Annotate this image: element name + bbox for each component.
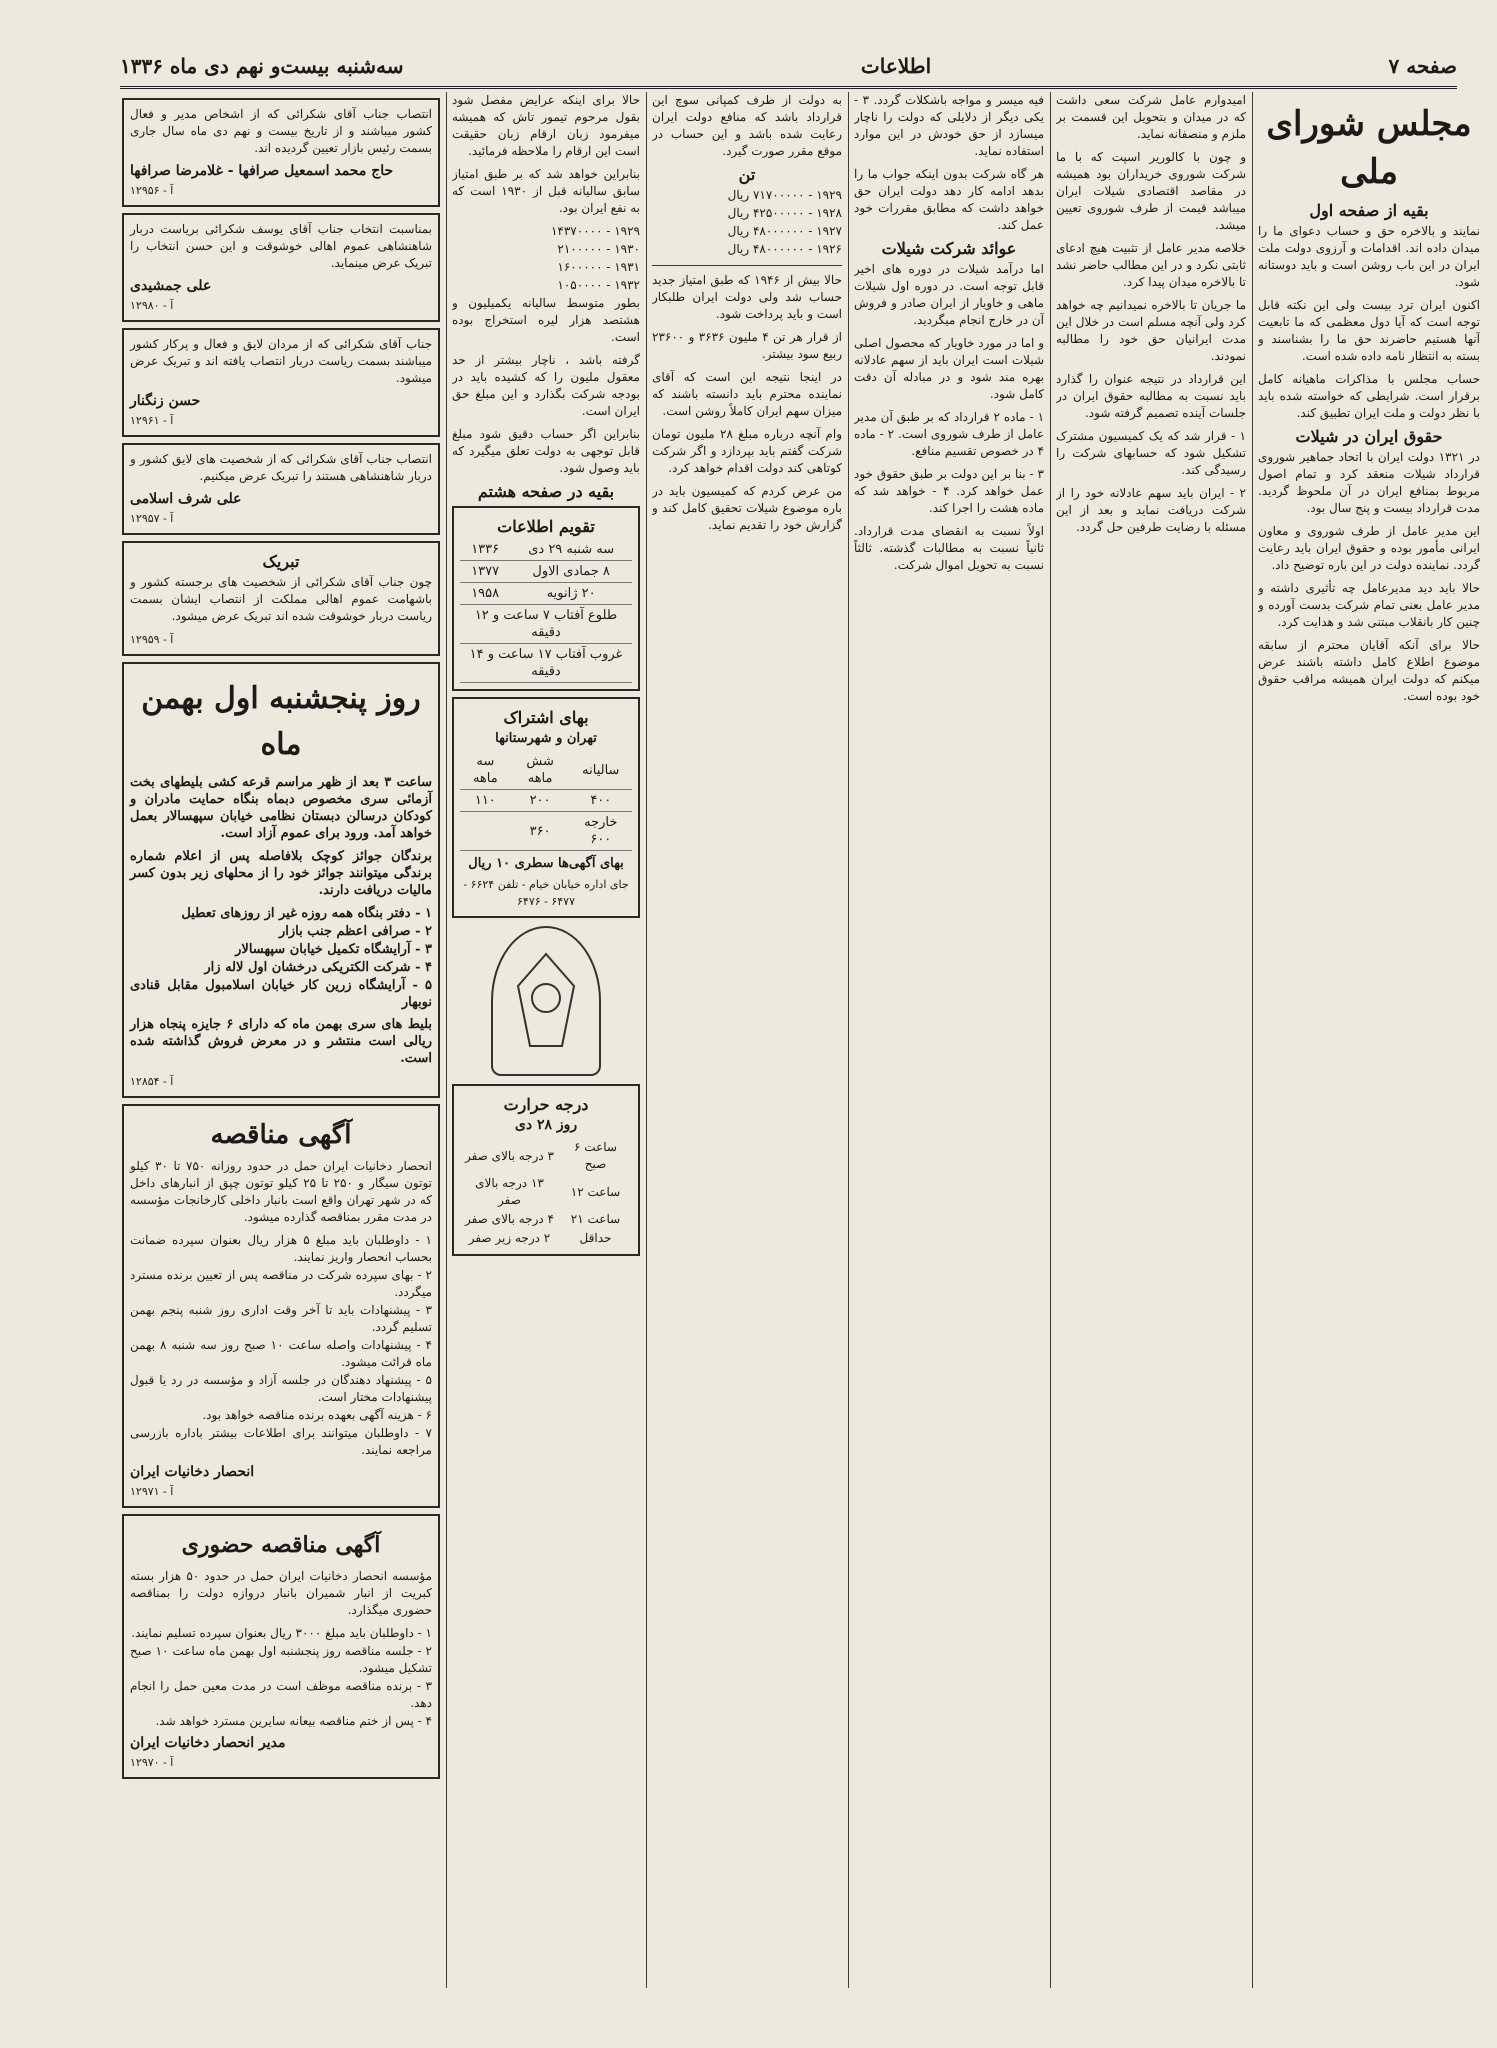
notice-ref: آ - ۱۲۹۷۱ xyxy=(130,1485,174,1498)
weather-cell: ساعت ۱۲ xyxy=(570,1184,621,1199)
paragraph: اما درآمد شیلات در دوره های اخیر قابل توجه است. در دوره اول شیلات ماهی و خاویار از ایران صادر و فروش آن در خارج انجام میگردید. xyxy=(854,262,1044,327)
figures-row: ۱۹۳۲ - ۱۰۵۰۰۰۰ xyxy=(557,278,640,292)
calendar-cell: سه شنبه ۲۹ دی xyxy=(510,539,632,561)
subscription-cell: خارجه ۶۰۰ xyxy=(570,812,632,851)
notice-box xyxy=(122,328,440,437)
notice-signature: علی شرف اسلامی xyxy=(130,491,242,507)
tender2-signature: مدیر انحصار دخانیات ایران xyxy=(130,1735,286,1751)
paragraph: ۲ - ایران باید سهم عادلانه خود را از شرکت دریافت نماید و بعد از این مسئله با رضایت طرفین حل گردد. xyxy=(1056,486,1246,534)
notice-text: جناب آقای شکرائی که از مردان لایق و فعال و پرکار کشور میباشند بسمت ریاست دربار انتصاب یافته اند و تبریک عرض میشود. xyxy=(130,337,432,385)
lottery-text: برندگان جوائز کوچک بلافاصله پس از اعلام شماره برندگی میتوانند جوائز خود را از محلهای زیر بدون کسر مالیات دریافت دارند. xyxy=(130,849,432,898)
weather-row xyxy=(460,1174,632,1210)
column-rule xyxy=(646,92,647,1988)
column-parliament xyxy=(1258,92,1480,1982)
paragraph: اکنون ایران ترد بیست ولی این نکته قابل توجه است که آیا دول معظمی که ما تابعیت آنها هستیم حاضرند حق ما را بشناسند و بسته به انتظار نامه داده شده است. xyxy=(1258,298,1480,363)
tender-item: ۷ - داوطلبان میتوانند برای اطلاعات بیشتر باداره بازرسی مراجعه نمایند. xyxy=(130,1426,432,1457)
column-rule xyxy=(848,92,849,1988)
paragraph: در ۱۳۲۱ دولت ایران با اتحاد جماهیر شوروی قرارداد شیلات منعقد کرد و تمام اصول مربوط بمنافع ایران در آن ملحوظ گردید. مدت قرارداد بیست و پنج سال بود. xyxy=(1258,450,1480,515)
subscription-cell: سه ماهه xyxy=(460,751,511,790)
column-2 xyxy=(1056,92,1246,1982)
figures-list xyxy=(452,223,640,295)
subscription-box xyxy=(452,697,640,918)
column-rule xyxy=(1050,92,1051,1988)
notice-ref: آ - ۱۲۹۵۷ xyxy=(130,512,174,525)
column-rule xyxy=(446,92,447,1988)
subscription-cell: ۱۱۰ xyxy=(460,790,511,812)
notice-box xyxy=(122,213,440,322)
lottery-item: ۳ - آرایشگاه تکمیل خیابان سپهسالار xyxy=(235,942,432,957)
divider xyxy=(652,265,842,266)
paragraph: اولاً نسبت به انقضای مدت قرارداد. ثانیاً نسبت به مطالبات گذشته. ثالثاً نسبت به تحویل اموال شرکت. xyxy=(854,524,1044,572)
calendar-cell: ۲۰ ژانویه xyxy=(510,583,632,605)
paragraph: ۱ - قرار شد که یک کمیسیون مشترک تشکیل شود که حسابهای شرکت را رسیدگی کند. xyxy=(1056,429,1246,477)
paragraph: در اینجا نتیجه این است که آقای نماینده محترم باید دانسته باشند که میزان سهم ایران کاملاً روشن است. xyxy=(652,370,842,418)
tender-list xyxy=(130,1232,432,1460)
calendar-row xyxy=(460,583,632,605)
paragraph: حالا باید دید مدیرعامل چه تأثیری داشته و مدیر عامل بعنی تمام شرکت بدست آورده و چنین کار بانقلاب مبتنی شد و هدایت کرد. xyxy=(1258,581,1480,629)
paragraph: حساب مجلس با مذاکرات ماهیانه کامل برقرار است. شرایطی که خواسته شده باید با نظر دولت و ملت ایران تطبیق کند. xyxy=(1258,372,1480,420)
header-rule xyxy=(120,86,1457,89)
subscription-cell: سالیانه xyxy=(570,751,632,790)
column-ads xyxy=(122,92,440,1982)
paragraph: هر گاه شرکت بدون اینکه جواب ما را بدهد ادامه کار دهد دولت ایران حق خواهد داشت که مطابق مقررات خود عمل کند. xyxy=(854,167,1044,232)
footnote: بقیه در صفحه هشتم xyxy=(477,482,615,501)
tender-title: آگهی مناقصه xyxy=(210,1120,352,1150)
lottery-item: ۲ - صرافی اعظم جنب بازار xyxy=(278,924,432,939)
paragraph: گرفته باشد ، ناچار بیشتر از حد معقول ملیون را که کشیده باید در بودجه شرکت بگذارد و این مبلغ حق ایران است. xyxy=(452,353,640,418)
paragraph: بنابراین خواهد شد که بر طبق امتیاز سابق سالیانه قبل از ۱۹۳۰ است که به نفع ایران بود. xyxy=(452,167,640,215)
notice-text: بمناسبت انتخاب جناب آقای یوسف شکرائی بریاست دربار شاهنشاهی عموم اهالی خوشوقت و این حسن انتخاب را تبریک عرض مینماید. xyxy=(130,222,432,270)
notice-ref: آ - ۱۲۹۵۶ xyxy=(130,184,174,197)
notice-ref: آ - ۱۲۹۸۰ xyxy=(130,299,174,312)
newspaper-name: اطلاعات xyxy=(860,54,932,78)
paragraph: من عرض کردم که کمیسیون باید در باره موضوع شیلات تحقیق کامل کند و گزارش خود را تقدیم نماید. xyxy=(652,484,842,532)
tender2-item: ۱ - داوطلبان باید مبلغ ۳۰۰۰ ریال بعنوان سپرده تسلیم نمایند. xyxy=(131,1626,432,1640)
subscription-cell: ۳۶۰ xyxy=(511,812,570,851)
calendar-cell: غروب آفتاب ۱۷ ساعت و ۱۴ دقیقه xyxy=(460,644,632,683)
figures-row: ۱۹۲۷ - ۴۸۰۰۰۰۰۰ ریال xyxy=(727,224,842,238)
lottery-footer: بلیط های سری بهمن ماه که دارای ۶ جایزه پنجاه هزار ریالی است منتشر و در معرض فروش گذاشته شده است. xyxy=(130,1017,432,1066)
tender2-item: ۴ - پس از ختم مناقصه بیعانه سایرین مسترد خواهد شد. xyxy=(155,1714,432,1728)
notice-signature: حاج محمد اسمعیل صرافها - غلامرضا صرافها xyxy=(130,163,394,179)
paragraph: و اما در مورد خاویار که محصول اصلی شیلات است ایران باید از سهم عادلانه بهره مند شود و در مبادله آن دقت کامل شود. xyxy=(854,336,1044,401)
notice-text: چون جناب آقای شکرائی از شخصیت های برجسته کشور و باشهامت عموم اهالی مملکت از انتصاب ایشان بسمت ریاست دربار خوشوقت شده اند تبریک عرض میشود. xyxy=(130,575,432,623)
notice-title: تبریک xyxy=(262,552,300,571)
calendar-row xyxy=(460,644,632,683)
paragraph: و چون با کالوریر اسپت که با ما شرکت شوروی خریداران بود همیشه در مقاصد اقتصادی شیلات ایران میباشد قیمت از طرف شوروی تعیین میشد. xyxy=(1056,150,1246,232)
column-4 xyxy=(652,92,842,1982)
figures-row: ۱۹۳۰ - ۲۱۰۰۰۰۰ xyxy=(557,242,640,256)
calendar-table xyxy=(460,539,632,683)
subscription-row xyxy=(460,790,632,812)
ads-price: بهای آگهی‌ها سطری ۱۰ ریال xyxy=(468,856,624,871)
subscription-table xyxy=(460,751,632,851)
paragraph: به دولت از طرف کمپانی سوچ این قرارداد باشد که منافع دولت ایران رعایت شده باشد و این حساب در موقع مقرر صورت گیرد. xyxy=(652,93,842,158)
calendar-row xyxy=(460,561,632,583)
figures-list xyxy=(652,187,842,259)
column-rule xyxy=(1252,92,1253,1988)
paragraph: بطور متوسط سالیانه یکمیلیون و هشتصد هزار لیره استخراج بوده است. xyxy=(452,296,640,344)
paragraph: ما جریان تا بالاخره نمیدانیم چه خواهد کرد ولی آنچه مسلم است در خلال این مدت ایرانیان حق خود را مطالبه نمودند. xyxy=(1056,298,1246,363)
figures-row: ۱۹۳۱ - ۱۶۰۰۰۰۰ xyxy=(557,260,640,274)
lottery-item: ۱ - دفتر بنگاه همه روزه غیر از روزهای تعطیل xyxy=(181,906,432,921)
paragraph: این مدیر عامل از طرف شوروی و معاون ایرانی مأمور بوده و حقوق ایران باید رعایت گردد. نماینده دولت در این باره توضیح داد. xyxy=(1258,524,1480,572)
tender-item: ۲ - بهای سپرده شرکت در مناقصه پس از تعیین برنده مسترد میگردد. xyxy=(130,1268,432,1299)
tender2-list xyxy=(130,1625,432,1731)
weather-cell: ساعت ۲۱ xyxy=(570,1212,621,1226)
weather-box xyxy=(452,1084,640,1256)
lottery-item: ۵ - آرایشگاه زرین کار خیابان اسلامبول مقابل قنادی نوبهار xyxy=(130,978,432,1010)
calendar-cell: طلوع آفتاب ۷ ساعت و ۱۲ دقیقه xyxy=(460,605,632,644)
calendar-cell: ۱۹۵۸ xyxy=(460,583,510,605)
tender-item: ۴ - پیشنهادات واصله ساعت ۱۰ صبح روز سه شنبه ۸ بهمن ماه قرائت میشود. xyxy=(130,1338,432,1369)
emblem-icon xyxy=(491,926,601,1076)
paragraph: ۳ - بنا بر این دولت بر طبق حقوق خود عمل خواهد کرد. ۴ - خواهد شد که ماده هشت را اجرا کند. xyxy=(854,467,1044,515)
weather-cell: ۱۳ درجه بالای صفر xyxy=(475,1176,544,1207)
paragraph: نمایند و بالاخره حق و حساب دعوای ما را میدان داده اند. اقدامات و آرزوی دولت ملت ایران در این باب روشن است و باید دوستانه شود. xyxy=(1258,224,1480,289)
section-heading: حقوق ایران در شیلات xyxy=(1295,427,1443,446)
calendar-cell: ۱۳۷۷ xyxy=(460,561,510,583)
figures-row: ۱۹۲۹ - ۱۴۳۷۰۰۰۰ xyxy=(550,224,640,238)
notice-ref: آ - ۱۲۸۵۴ xyxy=(130,1075,174,1088)
notice-text: انتصاب جناب آقای شکرائی که از اشخاص مدیر و فعال کشور میباشند و از تاریخ بیست و نهم دی ماه سال جاری بسمت رئیس بازار تعیین گردیده اند. xyxy=(130,107,432,155)
column-5 xyxy=(452,92,640,1982)
weather-row xyxy=(460,1229,632,1248)
weather-table xyxy=(460,1138,632,1248)
weather-cell: حداقل xyxy=(579,1231,612,1245)
paragraph: فیه میسر و مواجه باشکلات گردد. ۳ - یکی دیگر از دلایلی که دولت را ناچار میسازد از حق خودش در این موارد استفاده نماید. xyxy=(854,93,1044,158)
calendar-row xyxy=(460,539,632,561)
tender2-text: مؤسسه انحصار دخانیات ایران حمل در حدود ۵۰ هزار بسته کبریت از انبار شمیران بانبار دروازه دولت را بمناقصه حضوری میگذارد. xyxy=(130,1569,433,1617)
paragraph: وام آنچه درباره مبلغ ۲۸ ملیون تومان شرکت گفتم باید بپردازد و اگر شرکت کوتاهی کند دولت اقدام خواهد کرد. xyxy=(652,427,842,475)
subscription-cell: شش ماهه xyxy=(511,751,570,790)
calendar-cell: ۱۳۳۶ xyxy=(460,539,510,561)
subscription-title: بهای اشتراک xyxy=(503,708,589,727)
article-title: مجلس شورای ملی xyxy=(1266,104,1472,192)
notice-ref: آ - ۱۲۹۵۹ xyxy=(130,633,174,646)
lottery-item: ۴ - شرکت الکتریکی درخشان اول لاله زار xyxy=(204,960,432,975)
paragraph: این قرارداد در نتیجه عنوان را گذارد باید نسبت به مطالبه حقوق ایران در جلسات آینده تصمیم گرفته شود. xyxy=(1056,372,1246,420)
paragraph: از قرار هر تن ۴ ملیون ۳۶۳۶ و ۲۳۶۰۰ ربیع سود بیشتر. xyxy=(652,330,842,361)
subscription-cell: ۴۰۰ xyxy=(570,790,632,812)
address: جای اداره خیابان خیام - تلفن ۶۶۲۴ - ۶۴۷۷ - ۶۴۷۶ xyxy=(463,878,629,908)
calendar-title: تقویم اطلاعات xyxy=(497,517,595,536)
calendar-row xyxy=(460,605,632,644)
weather-subtitle: روز ۲۸ دی xyxy=(514,1117,578,1133)
page-header xyxy=(120,48,1457,84)
tender-item: ۳ - پیشنهادات باید تا آخر وقت اداری روز شنبه پنجم بهمن تسلیم گردد. xyxy=(130,1303,432,1334)
section-heading: عوائد شرکت شیلات xyxy=(881,239,1017,258)
paragraph: حالا برای اینکه عرایض مفصل شود بقول مرحوم تیمور تاش که همیشه میفرمود زبان ارقام زبان حقیقت است این ارقام را ملاحظه فرمائید. xyxy=(452,93,640,158)
continued-label: بقیه از صفحه اول xyxy=(1309,201,1429,220)
calendar-cell: ۸ جمادی الاول xyxy=(510,561,632,583)
weather-cell: ۳ درجه بالای صفر xyxy=(464,1148,554,1163)
tender-signature: انحصار دخانیات ایران xyxy=(130,1464,255,1480)
page-number: صفحه ۷ xyxy=(1388,54,1457,78)
paragraph: امیدوارم عامل شرکت سعی داشت که در میدان و بتحویل این قسمت بر ملزم و منصفانه نماید. xyxy=(1056,93,1246,141)
subscription-cell: ۲۰۰ xyxy=(511,790,570,812)
paragraph: ۱ - ماده ۲ قرارداد که بر طبق آن مدیر عامل از طرف شوروی است. ۲ - ماده ۴ در خصوص تقسیم منافع. xyxy=(854,410,1044,458)
subscription-row xyxy=(460,812,632,851)
weather-title: درجه حرارت xyxy=(503,1095,589,1114)
notice-signature: علی جمشیدی xyxy=(130,278,212,294)
weather-cell: ۲ درجه زیر صفر xyxy=(468,1231,551,1245)
figures-row: ۱۹۲۸ - ۴۲۵۰۰۰۰۰ ریال xyxy=(727,206,842,220)
notice-box xyxy=(122,443,440,535)
tender-item: ۵ - پیشنهاد دهندگان در جلسه آزاد و مؤسسه در رد یا قبول پیشنهادات مختار است. xyxy=(130,1373,432,1404)
paragraph: بنابراین اگر حساب دقیق شود مبلغ قابل توجهی به دولت تعلق میگیرد که باید وصول شود. xyxy=(452,427,640,475)
lottery-ad xyxy=(122,662,440,1098)
figures-row: ۱۹۲۶ - ۴۸۰۰۰۰۰۰ ریال xyxy=(727,242,842,256)
calendar-box xyxy=(452,506,640,691)
notice-box xyxy=(122,541,440,656)
tender-ad-2 xyxy=(122,1514,440,1779)
paragraph: حالا بیش از ۱۹۴۶ که طبق امتیاز جدید حساب شد ولی دولت ایران طلبکار است و باید پرداخت شود. xyxy=(652,273,842,321)
weather-cell: ۴ درجه بالای صفر xyxy=(464,1212,554,1226)
table-caption: تن xyxy=(738,165,756,184)
tender-item: ۶ - هزینه آگهی بعهده برنده مناقصه خواهد بود. xyxy=(202,1408,432,1422)
weather-row xyxy=(460,1138,632,1174)
tender2-item: ۳ - برنده مناقصه موظف است در مدت معین حمل را انجام دهد. xyxy=(130,1679,432,1710)
issue-date: سه‌شنبه بیست‌و نهم دی ماه ۱۳۳۶ xyxy=(120,54,404,78)
tender-ad xyxy=(122,1104,440,1508)
column-3 xyxy=(854,92,1044,1982)
lottery-list xyxy=(130,905,432,1012)
subscription-cell xyxy=(460,812,511,851)
paragraph: حالا برای آنکه آقایان محترم از سابقه موضوع اطلاع کامل داشته باشند عرض میکنم که دولت ایران همیشه مراقب حقوق خود بوده است. xyxy=(1258,638,1480,703)
tender-item: ۱ - داوطلبان باید مبلغ ۵ هزار ریال بعنوان سپرده ضمانت بحساب انحصار واریز نمایند. xyxy=(130,1233,432,1264)
notice-signature: حسن زنگنار xyxy=(130,393,201,409)
weather-cell: ساعت ۶ صبح xyxy=(574,1140,617,1171)
figures-row: ۱۹۲۹ - ۷۱۷۰۰۰۰۰ ریال xyxy=(727,188,842,202)
lottery-headline: روز پنجشنبه اول بهمن ماه xyxy=(141,681,421,762)
notice-ref: آ - ۱۲۹۷۰ xyxy=(130,1756,174,1769)
subscription-subtitle: تهران و شهرستانها xyxy=(495,731,597,746)
tender2-item: ۲ - جلسه مناقصه روز پنجشنبه اول بهمن ماه ساعت ۱۰ صبح تشکیل میشود. xyxy=(130,1644,432,1675)
notice-text: انتصاب جناب آقای شکرائی که از شخصیت های لایق کشور و دربار شاهنشاهی هستند را تبریک عرض میکنیم. xyxy=(130,452,432,483)
tender2-title: آگهی مناقصه حضوری xyxy=(181,1532,381,1558)
subscription-row xyxy=(460,751,632,790)
tender-text: انحصار دخانیات ایران حمل در حدود روزانه ۷۵۰ تا ۳۰ کیلو توتون سیگار و ۲۵۰ تا ۲۵ کیلو توتون چپق از انبارهای داخل که در شهر تهران واقع است بانبار داخلی کارخانجات مؤسسه در مدت مقرر بمناقصه گذارده میشود. xyxy=(130,1159,433,1224)
notice-ref: آ - ۱۲۹۶۱ xyxy=(130,414,174,427)
paragraph: خلاصه مدیر عامل از تثبیت هیچ ادعای ثابتی نکرد و در این مطالب حاضر نشد تا بالاخره میدان پیدا کرد. xyxy=(1056,241,1246,289)
weather-row xyxy=(460,1210,632,1229)
notice-box xyxy=(122,98,440,207)
lottery-text: ساعت ۳ بعد از ظهر مراسم قرعه کشی بلیطهای بخت آزمائی سری مخصوص دبماه بنگاه حمایت مادران و کودکان درسالن دبستان نظامی خیابان سپهسالار بعمل خواهد آمد. ورود برای عموم آزاد است. xyxy=(130,775,432,841)
